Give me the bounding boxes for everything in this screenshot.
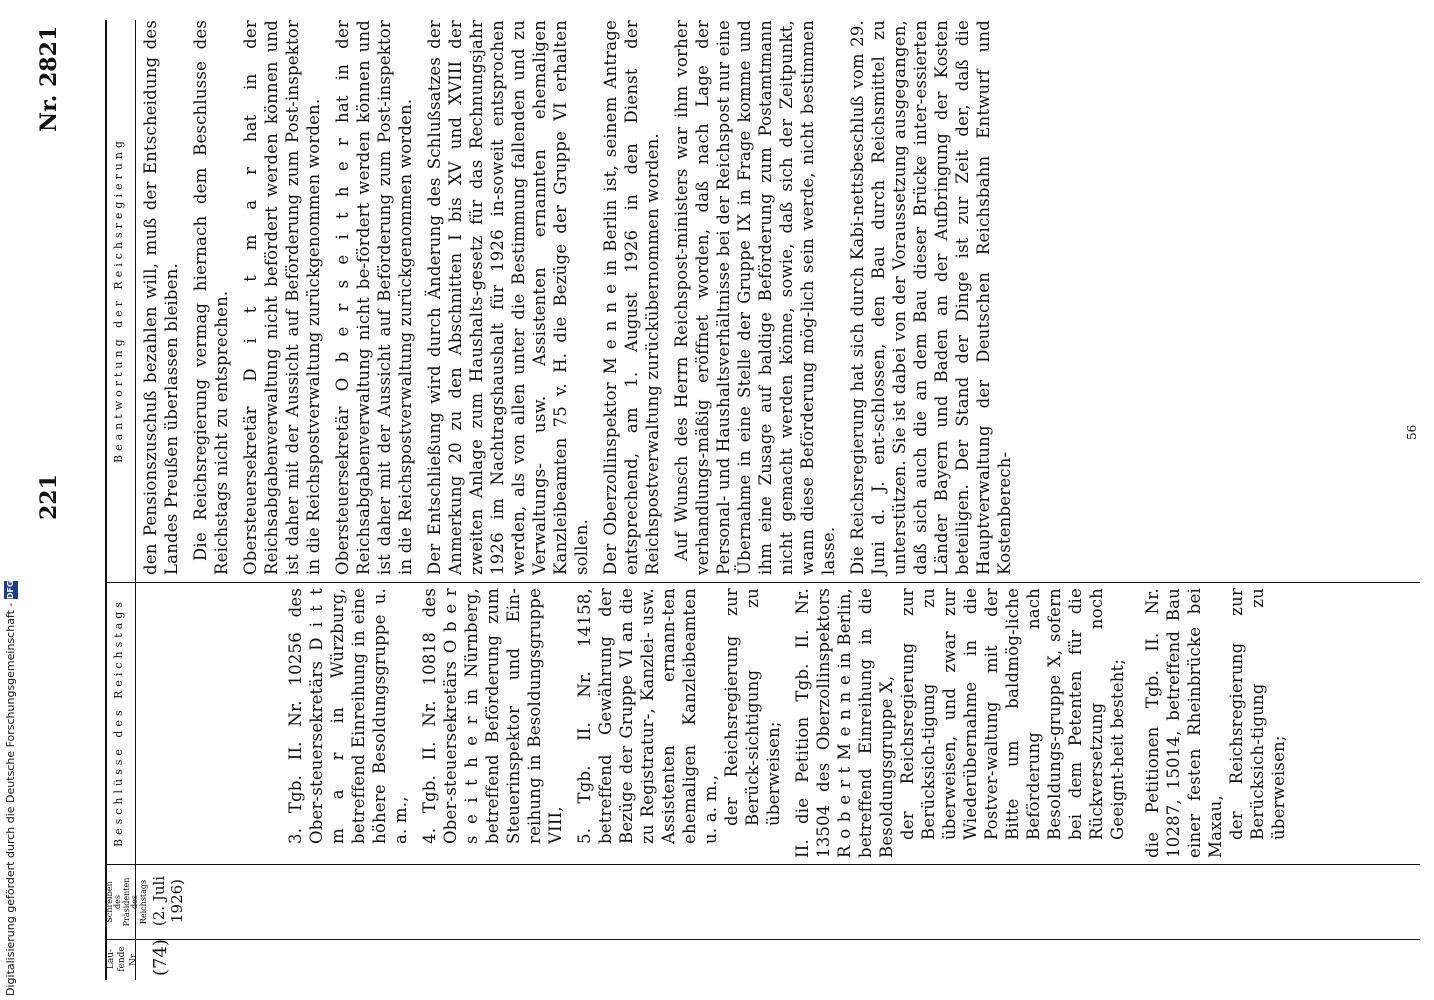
beschluss-item-5-main: 5. Tgb. II. Nr. 14158, betreffend Gewährung der Bezüge der Gruppe VI an die zu Registratur-, Kanzlei- usw. Assistenten ernann-ten ehemaligen Kanzleibeamten u. a. m., — [575, 588, 720, 844]
beschluss-item-5 — [574, 588, 784, 844]
beantwortung-paragraph-1: den Pensionszuschuß bezahlen will, muß der Entscheidung des Landes Preußen überlassen bleiben. — [141, 20, 181, 575]
beschluss-item-ii — [792, 588, 1128, 858]
beschluss-item-ii-main: II. die Petition Tgb. II. Nr. 13504 des Oberzollinspektors R o b e r t M e n n e in Berlin, betreffend Einreihung in die Besoldungsgruppe X, — [793, 588, 896, 858]
beantwortung-text — [140, 20, 1023, 575]
beantwortung-paragraph-7: Auf Wunsch des Herrn Reichspost-ministers war ihm vorher verhandlungs-mäßig eröffnet worden, daß nach Lage der Personal- und Haushaltsverhältnisse bei der Reichspost nur eine Übernahme in eine Stelle der Gruppe IX in Frage komme und ihm eine Zusage auf baldige Beförderung zum Postamtmann nicht gemacht werden könne, sowie, daß sich der Zeitpunkt, wann diese Beförderung mög-lich sein werde, nicht bestimmen lasse. — [672, 20, 838, 575]
column-header-beantwortung: Beantwortung der Reichsregierung — [112, 137, 125, 463]
table-top-rule — [105, 20, 107, 980]
beantwortung-paragraph-3: Obersteuersekretär D i t t m a r hat in der Reichsabgabenverwaltung nicht befördert werden können und ist daher mit der Aussicht auf Beförderung zum Post-inspektor in die Reichspostverwaltung zurückgenommen worden. — [241, 20, 323, 575]
column-header-lfd-nr: Lau- fende Nr. — [106, 946, 139, 972]
row-date: (2. Juli 1926) — [150, 875, 186, 927]
column-divider-2 — [105, 864, 1420, 865]
dfg-side-note-text: Digitalisierung gefördert durch die Deutsche Forschungsgemeinschaft - — [4, 602, 17, 996]
beantwortung-paragraph-2: Die Reichsregierung vermag hiernach dem Beschlusse des Reichstags nicht zu entsprechen. — [191, 20, 231, 575]
beschluss-item-3: 3. Tgb. II. Nr. 10256 des Ober-steuersekretärs D i t t m a r in Würzburg, betreffend Einreihung in eine höhere Besoldungsgruppe u. a. m., — [286, 588, 410, 844]
document-number: Nr. 2821 — [36, 25, 62, 132]
beantwortung-paragraph-6: Der Oberzollinspektor M e n n e in Berlin ist, seinem Antrage entsprechend, am 1. August 1926 in den Dienst der Reichspostverwaltung zurückübernommen worden. — [601, 20, 662, 575]
beantwortung-paragraph-4: Obersteuersekretär O b e r s e i t h e r hat in der Reichsabgabenverwaltung nicht be-fördert werden können und ist daher mit der Aussicht auf Beförderung zum Post-inspektor in die Reichspostverwaltung zurückgenommen worden. — [333, 20, 415, 575]
beschluss-petition-main: die Petitionen Tgb. II. Nr. 10287, 15014, betreffend Bau einer festen Rheinbrücke bei Maxau, — [1143, 588, 1225, 858]
beschluss-item-ii-tail: der Reichsregierung zur Berücksich-tigung zu überweisen, und zwar zur Wiederübernahme in die Postver-waltung mit der Bitte um baldmög-liche Beförderung nach Besoldungs-gruppe X, sofern bei dem Petenten für die Rückversetzung noch Geeignt-heit besteht; — [898, 588, 1127, 840]
beschluss-petition-tail: der Reichsregierung zur Berücksich-tigung zu überweisen; — [1227, 588, 1288, 840]
footer-number: 56 — [1405, 424, 1419, 440]
column-header-schreiben: Schreiben des Präsidenten des Reichstags — [105, 877, 148, 927]
beschluss-item-4: 4. Tgb. II. Nr. 10818 des Ober-steuersekretärs O b e r s e i t h e r in Nürnberg, betreffend Beförderung zum Steuerinspektor und Ein-reihung in Besoldungsgruppe VIII, — [420, 588, 565, 844]
column-header-beschluesse: Beschlüsse des Reichstags — [112, 598, 125, 847]
column-divider-3 — [105, 582, 1420, 583]
dfg-logo-icon: DFG — [4, 581, 18, 599]
beschluss-petition — [1142, 588, 1289, 858]
row-lfd-nr: (74) — [150, 939, 171, 976]
page-number: 221 — [36, 474, 62, 520]
beschluesse-text — [285, 588, 1297, 858]
beschluss-item-5-tail: der Reichsregierung zur Berück-sichtigung zu überweisen; — [722, 588, 783, 826]
column-divider-1 — [105, 939, 1420, 940]
dfg-side-note — [4, 581, 18, 996]
beantwortung-paragraph-5: Der Entschließung wird durch Änderung des Schlußsatzes der Anmerkung 20 zu den Abschnitten I bis XV und XVIII der zweiten Anlage zum Haushalts-gesetz für das Rechnungsjahr 1926 im Nachtragshaushalt für 1926 in-soweit entsprochen werden, als von allen unter die Bestimmung fallenden und zu Verwaltungs- usw. Assistenten ernannten ehemaligen Kanzleibeamten 75 v. H. die Bezüge der Gruppe VI erhalten sollen. — [425, 20, 591, 575]
beantwortung-paragraph-8: Die Reichsregierung hat sich durch Kabi-nettsbeschluß vom 29. Juni d. J. ent-schlossen, den Bau durch Reichsmittel zu unterstützen. Sie ist dabei von der Voraussetzung ausgegangen, daß sich auch die an dem Bau dieser Brücke inter-essierten Länder Bayern und Baden an der Aufbringung der Kosten beteiligen. Der Stand der Dinge ist zur Zeit der, daß die Hauptverwaltung der Deutschen Reichsbahn Entwurf und Kostenberech- — [848, 20, 1014, 575]
table-header-rule — [135, 20, 136, 980]
